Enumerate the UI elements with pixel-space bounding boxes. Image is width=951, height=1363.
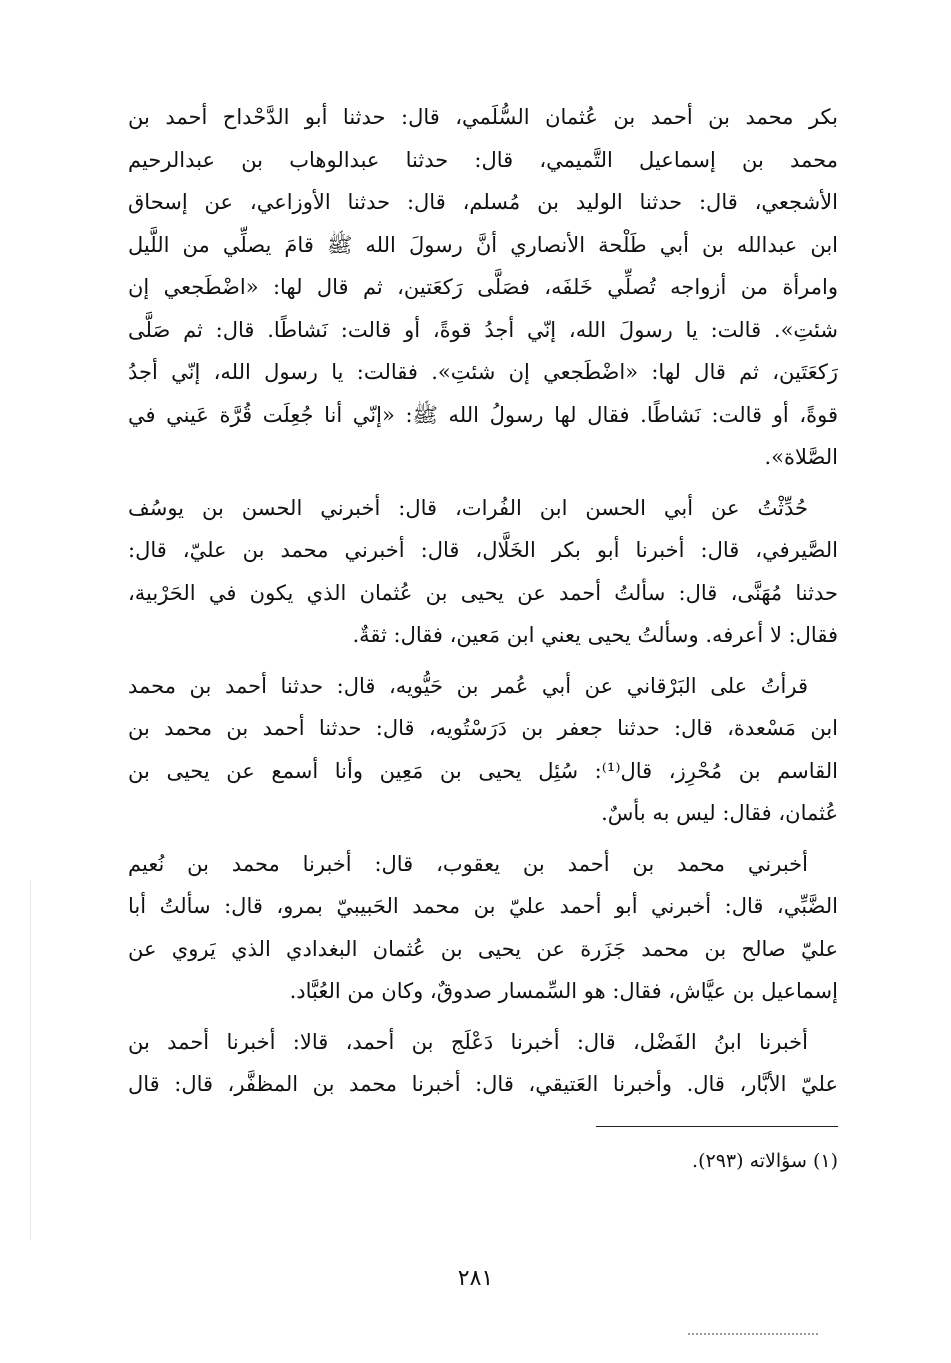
text-line: ابن عبدالله بن أبي طَلْحة الأنصاري أنَّ رسولَ الله ﷺ قامَ يصلِّي من اللَّيل [128,232,838,257]
text-line: الأشجعي، قال: حدثنا الوليد بن مُسلم، قال: حدثنا الأوزاعي، عن إسحاق [128,190,838,214]
text-line: قرأتُ على البَرْقاني عن أبي عُمر بن حَيُّويه، قال: حدثنا أحمد بن محمد [128,673,808,698]
text-line: قوةً، أو قالت: نَشاطًا. فقال لها رسولُ الله ﷺ: «إنّي أنا جُعِلَت قُرَّة عَيني في [128,402,838,427]
text-line: حدثنا مُهَنَّى، قال: سألتُ أحمد عن يحيى بن عُثمان الذي يكون في الحَرْبية، [128,580,838,605]
text-line: بكر محمد بن أحمد بن عُثمان السُّلَمي، قال: حدثنا أبو الدَّحْداح أحمد بن [128,105,838,129]
main-text [128,96,838,1106]
paragraph [128,665,838,835]
paragraph [128,1021,838,1106]
text-line: حُدِّثْتُ عن أبي الحسن ابن الفُرات، قال: أخبرني الحسن بن يوسُف [128,495,808,520]
text-line: فقال: لا أعرفه. وسألتُ يحيى يعني ابن مَعين، فقال: ثقةٌ. [352,623,838,647]
text-line: الضَّبِّي، قال: أخبرني أبو أحمد عليّ بن محمد الحَبيبيّ بمرو، قال: سألتُ أبا [128,894,838,918]
text-line: إسماعيل بن عيَّاش، فقال: هو السِّمسار صدوقٌ، وكان من العُبَّاد. [289,979,838,1003]
text-line: ابن مَسْعدة، قال: حدثنا جعفر بن دَرَسْتُويه، قال: حدثنا أحمد بن محمد بن [128,716,838,740]
text-line: محمد بن إسماعيل التَّميمي، قال: حدثنا عبدالوهاب بن عبدالرحيم [128,147,838,172]
text-line: عليّ الأبَّار، قال. وأخبرنا العَتيقي، قال: أخبرنا محمد بن المظفَّر، قال: قال [128,1072,838,1096]
text-line: رَكعَتَين، ثم قال لها: «اضْطَجعي إن شئتِ». فقالت: يا رسول الله، إنّي أجدُ [128,360,838,384]
paragraph [128,96,838,479]
text-line: شئتِ». قالت: يا رسولَ الله، إنّي أجدُ قوةً، أو قالت: نَشاطًا. قال: ثم صَلَّى [128,317,838,342]
footnote-divider [596,1126,838,1127]
paragraph [128,843,838,1013]
text-line: وامرأة من أزواجه تُصلِّي خَلفَه، فصَلَّى رَكعَتين، ثم قال لها: «اضْطَجعي إن [128,275,838,299]
text-line: عليّ صالح بن محمد جَزَرة عن يحيى بن عُثمان البغدادي الذي يَروي عن [128,936,838,961]
page-number: ٢٨١ [457,1266,494,1291]
text-line: عُثمان، فقال: ليس به بأسٌ. [601,801,838,825]
text-line: الصَّيرفي، قال: أخبرنا أبو بكر الخَلَّال، قال: أخبرني محمد بن عليّ، قال: [128,538,838,562]
footnote: (١) سؤالاته (٢٩٣). [692,1150,838,1172]
text-line: أخبرني محمد بن أحمد بن يعقوب، قال: أخبرنا محمد بن نُعيم [128,851,808,876]
text-line: الصَّلاة». [764,445,838,469]
scan-edge-line [30,880,31,1240]
paragraph [128,487,838,657]
text-line: القاسم بن مُحْرِز، قال⁽¹⁾: سُئِل يحيى بن مَعِين وأنا أسمع عن يحيى بن [128,758,838,783]
scan-artifact [688,1333,818,1335]
text-line: أخبرنا ابنُ الفَضْل، قال: أخبرنا دَعْلَج بن أحمد، قالا: أخبرنا أحمد بن [128,1029,808,1054]
